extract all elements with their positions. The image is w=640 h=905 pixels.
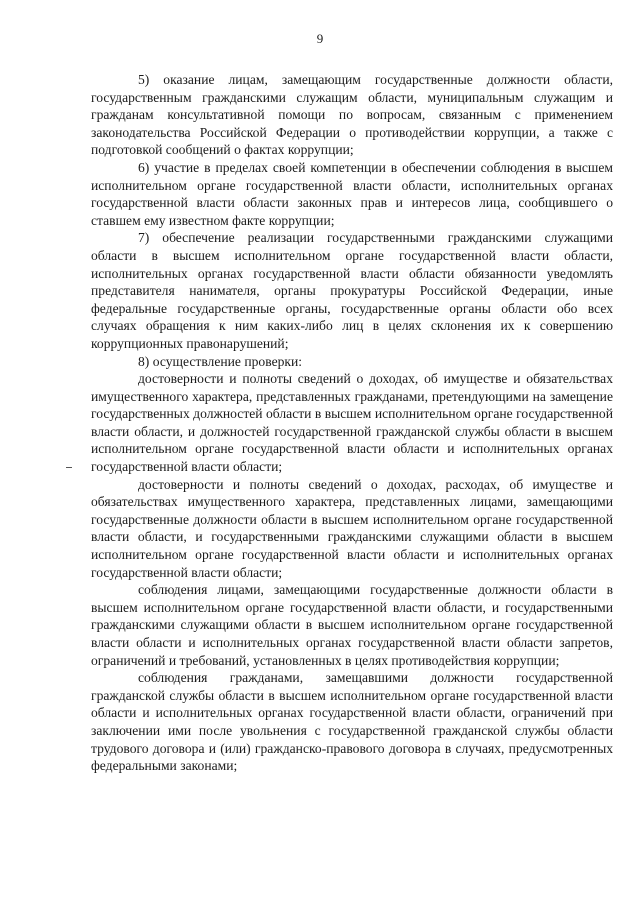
paragraph-check-former-servants: соблюдения гражданами, замещавшими должности государственной гражданской службы области в высшем исполнительном органе государственной власти области и исполнительных органах государственной власти области, ограничений при заключении ими после увольнения с государственной гражданской службы области трудового договора и (или) гражданско-правового договора в случаях, предусмотренных федеральными законами; xyxy=(91,670,613,774)
paragraph-item-7: 7) обеспечение реализации государственными гражданскими служащими области в высшем исполнительном органе государственной власти области, исполнительных органах государственной власти области обязанности уведомлять представителя нанимателя, органы прокуратуры Российской Федерации, иные федеральные государственные органы, государственные органы области обо всех случаях обращения к ним каких-либо лиц в целях склонения их к совершению коррупционных правонарушений; xyxy=(91,230,613,351)
paragraph-check-income-candidates: достоверности и полноты сведений о доходах, об имуществе и обязательствах имущественного характера, представленных гражданами, претендующими на замещение государственных должностей области в высшем исполнительном органе государственной власти области, и должностей государственной гражданской службы области в высшем исполнительном органе государственной власти области и исполнительных органах государственной власти области; xyxy=(91,371,613,475)
paragraph-check-restrictions: соблюдения лицами, замещающими государственные должности области в высшем исполнительном органе государственной власти области, и государственными гражданскими служащими области в высшем исполнительном органе государственной власти области и исполнительных органах государственной власти области запретов, ограничений и требований, установленных в целях противодействия коррупции; xyxy=(91,582,613,668)
document-body xyxy=(91,71,613,775)
paragraph-item-6: 6) участие в пределах своей компетенции в обеспечении соблюдения в высшем исполнительном органе государственной власти области, исполнительных органах государственной власти области законных прав и интересов лица, сообщившего о ставшем ему известном факте коррупции; xyxy=(91,159,613,228)
margin-mark xyxy=(66,467,72,468)
paragraph-item-5: 5) оказание лицам, замещающим государственные должности области, государственным гражданскими служащим области, муниципальным служащим и гражданам консультативной помощи по вопросам, связанным с применением законодательства Российской Федерации о противодействии коррупции, а также с подготовкой сообщений о фактах коррупции; xyxy=(91,72,613,158)
page-number: 9 xyxy=(316,31,324,46)
paragraph-item-8: 8) осуществление проверки: xyxy=(138,353,303,369)
paragraph-check-income-officials: достоверности и полноты сведений о доходах, расходах, об имуществе и обязательствах имущественного характера, представленных лицами, замещающими государственные должности области в высшем исполнительном органе государственной власти области, и государственными гражданскими служащими области в высшем исполнительном органе государственной власти области и исполнительных органах государственной власти области; xyxy=(91,476,613,580)
